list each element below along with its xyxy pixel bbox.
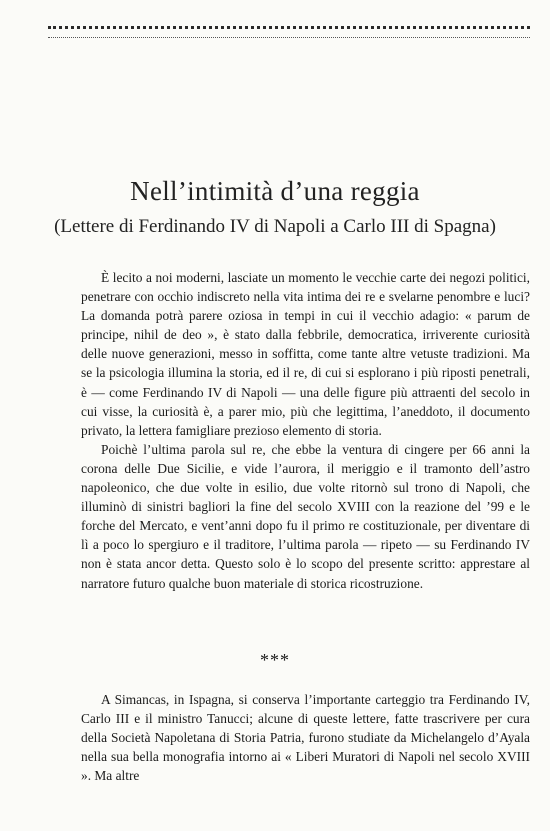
body-text: [81, 268, 530, 593]
paragraph-2: Poichè l’ultima parola sul re, che ebbe la ventura di cingere per 66 anni la corona delle Due Sicilie, e vide l’aurora, il meriggio e il tramonto dell’astro napoleonico, che due volte in esilio, due volte ritornò sul trono di Napoli, che illuminò di sinistri bagliori la fine del secolo XVIII con la reazione del ’99 e le forche del Mercato, e vent’anni dopo fu il primo re costituzionale, per diventare di lì a poco lo spergiuro e il traditore, l’ultima parola — ripeto — su Ferdinando IV non è stata ancor detta. Questo solo è lo scopo del presente scritto: apprestare al narratore futuro qualche buon materiale di storica ricostruzione.: [81, 441, 530, 591]
page-title: Nell’intimità d’una reggia: [130, 176, 420, 206]
page-subtitle: (Lettere di Ferdinando IV di Napoli a Carlo III di Spagna): [54, 216, 496, 237]
paragraph-3: A Simancas, in Ispagna, si conserva l’importante carteggio tra Ferdinando IV, Carlo III e il ministro Tanucci; alcune di queste lettere, fatte trascrivere per cura della Società Napoletana di Storia Patria, furono studiate da Michelangelo d’Ayala nella sua bella monografia intorno ai « Liberi Muratori di Napoli nel secolo XVIII ». Ma altre: [81, 692, 530, 784]
paragraph-1: È lecito a noi moderni, lasciate un momento le vecchie carte dei negozi politici, penetrare con occhio indiscreto nella vita intima dei re e svelarne penombre e luci? La domanda potrà parere oziosa in tempi in cui il vecchio adagio: « parum de principe, nihil de deo », è stato dalla febbrile, democratica, irriverente curiosità delle nuove generazioni, messo in soffitta, come tante altre vetuste tradizioni. Ma se la psicologia illumina la storia, ed il re, di cui si esplorano i più riposti penetrali, è — come Ferdinando IV di Napoli — una delle figure più attraenti del secolo in cui visse, la curiosità è, a parer mio, più che legittima, l’aneddoto, il documento privato, la lettera famigliare prezioso elemento di storia.: [81, 270, 530, 438]
section-separator: ***: [260, 650, 290, 670]
body-text-section-2: [81, 690, 530, 785]
top-ornamental-rule: [48, 26, 530, 38]
